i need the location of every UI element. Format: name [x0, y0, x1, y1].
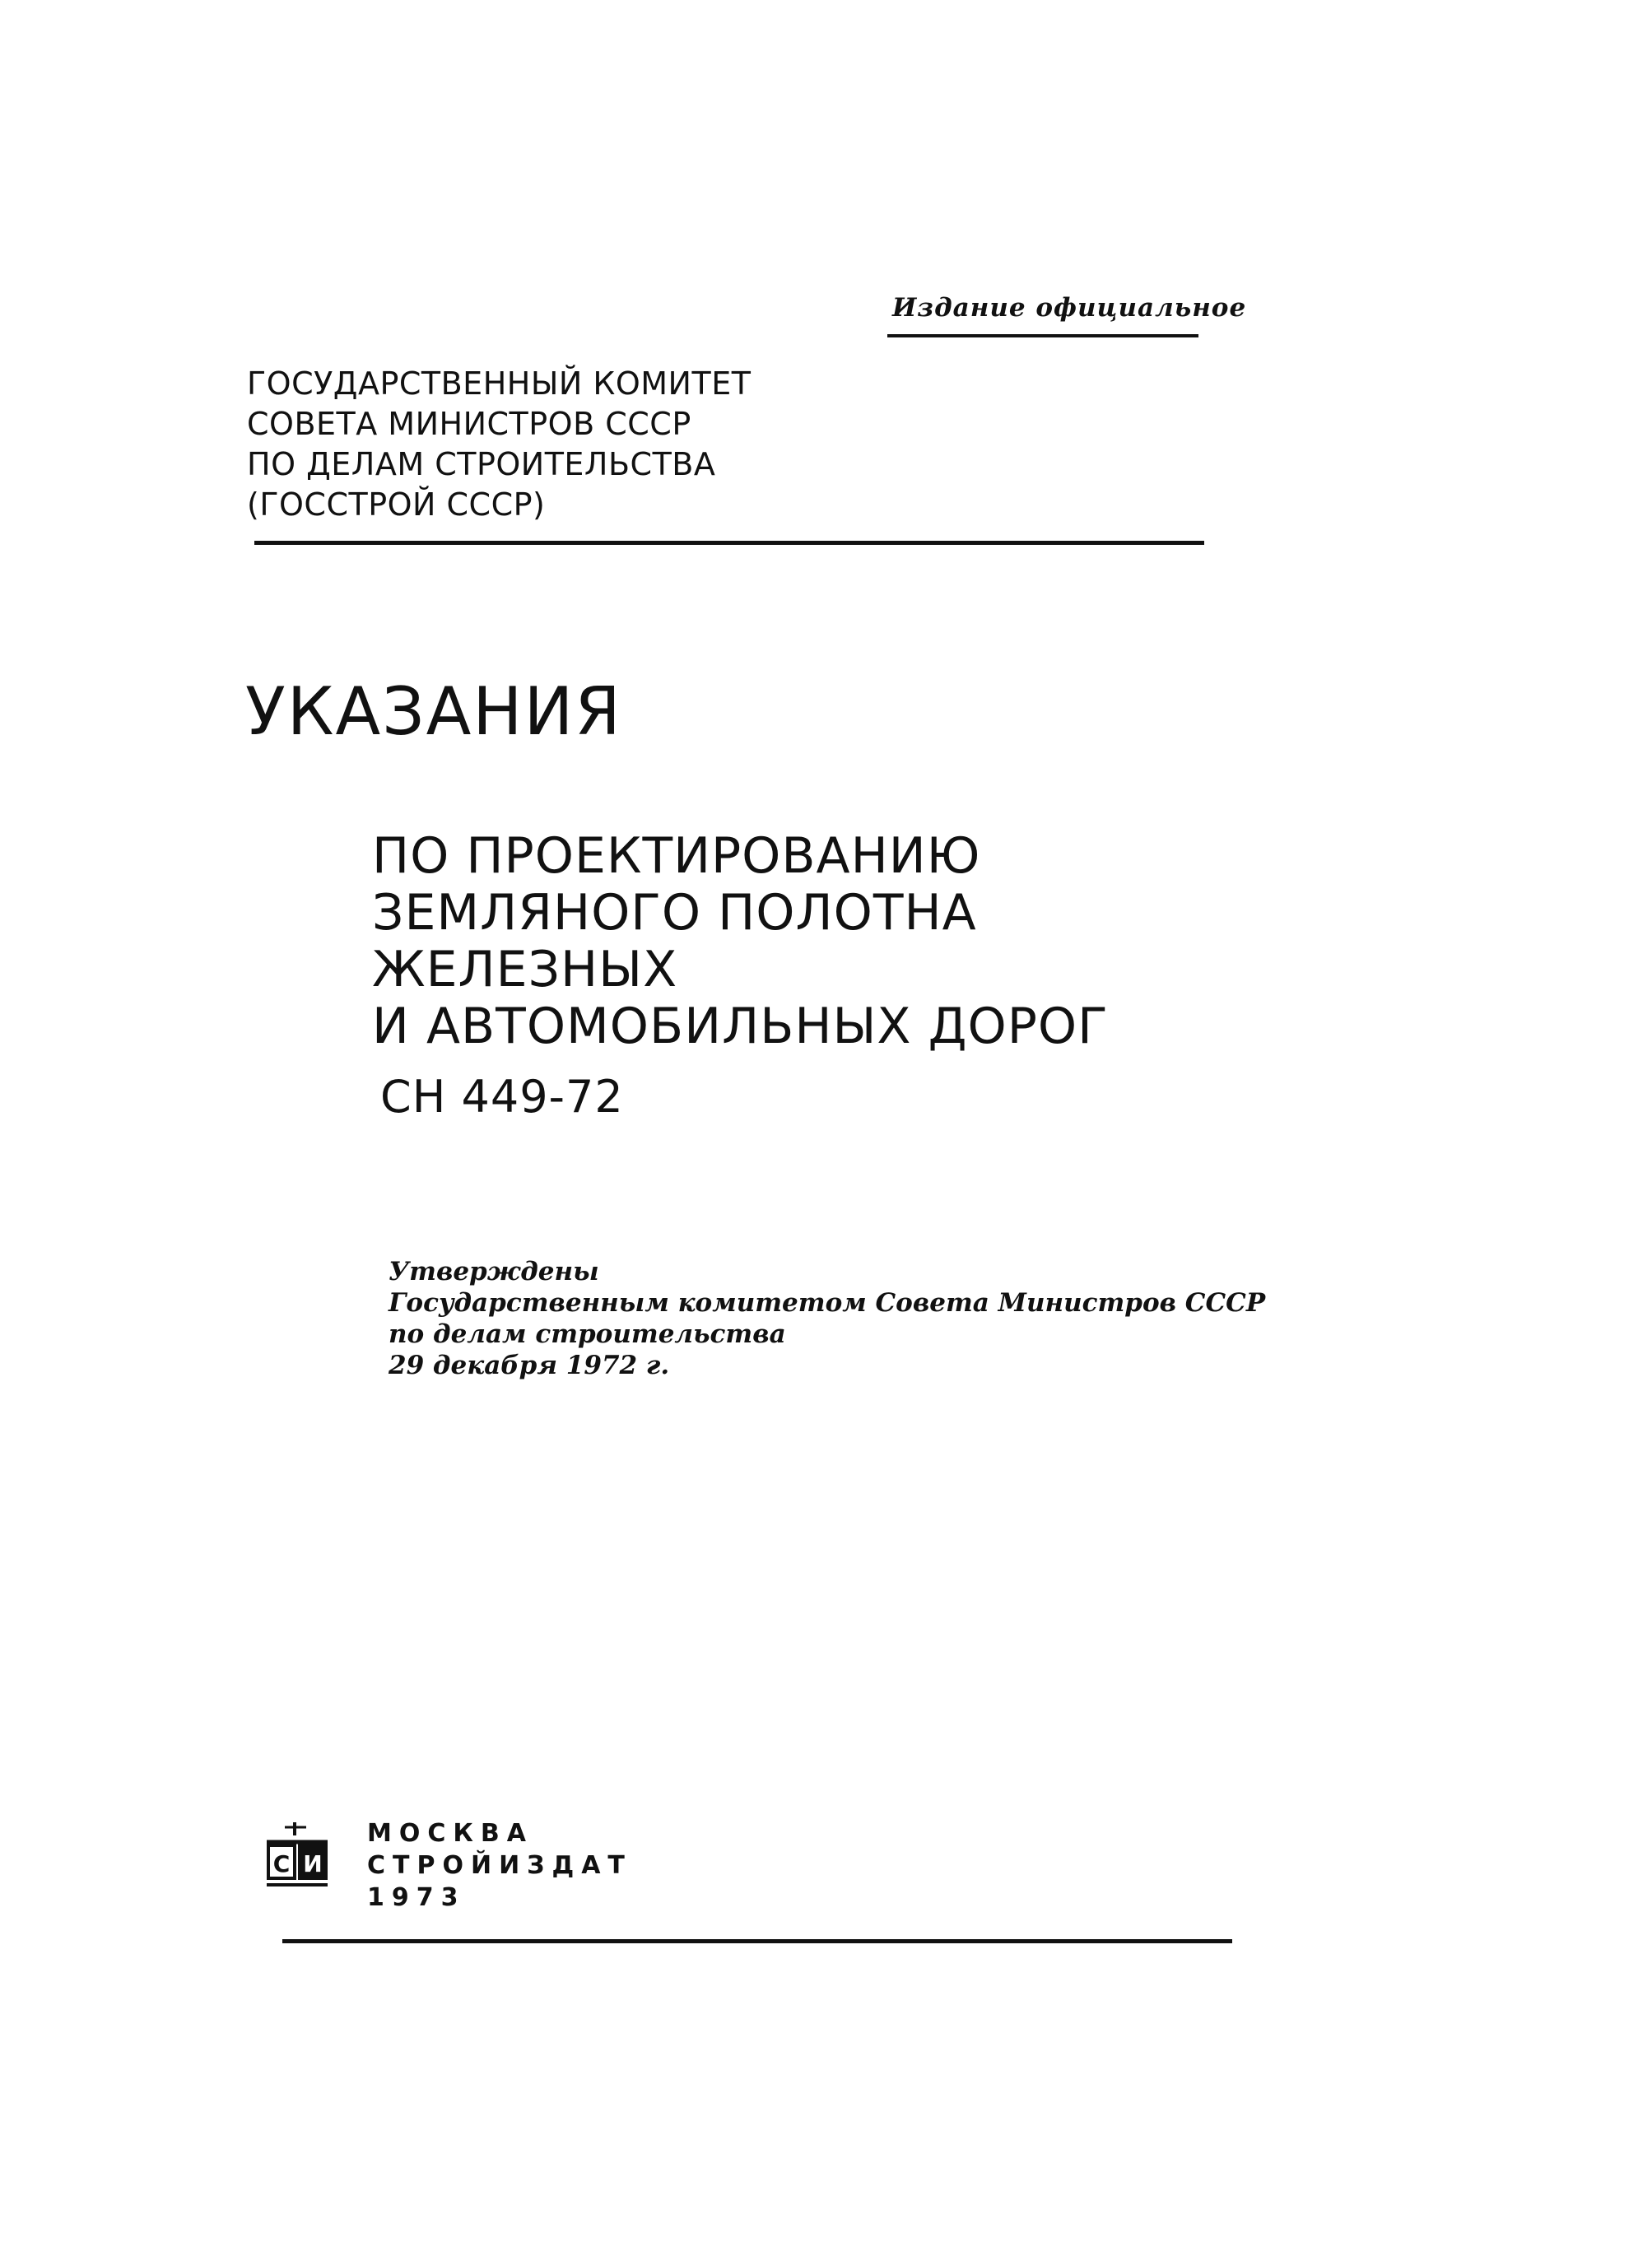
committee-line: ГОСУДАРСТВЕННЫЙ КОМИТЕТ	[247, 365, 752, 402]
official-edition-underline	[887, 334, 1198, 337]
publisher-year: 1973	[367, 1883, 466, 1912]
publisher-city: МОСКВА	[367, 1819, 533, 1848]
approval-block	[389, 1256, 1265, 1381]
document-subtitle	[372, 828, 1109, 1055]
official-edition-label: Издание официальное	[892, 293, 1247, 323]
svg-text:И: И	[303, 1850, 323, 1877]
publisher-block	[367, 1817, 632, 1914]
document-code: СН 449-72	[380, 1071, 624, 1123]
committee-line: (ГОССТРОЙ СССР)	[247, 486, 546, 523]
approval-line: по делам строительства	[389, 1319, 786, 1349]
svg-text:С: С	[272, 1850, 291, 1877]
header-divider	[254, 541, 1204, 545]
approval-line: Утверждены	[389, 1257, 599, 1286]
footer-divider	[282, 1939, 1232, 1943]
approval-line: 29 декабря 1972 г.	[389, 1351, 670, 1380]
subtitle-line: ЖЕЛЕЗНЫХ	[372, 941, 678, 998]
committee-block	[247, 364, 751, 525]
subtitle-line: И АВТОМОБИЛЬНЫХ ДОРОГ	[372, 998, 1109, 1055]
committee-line: СОВЕТА МИНИСТРОВ СССР	[247, 406, 691, 442]
subtitle-line: ЗЕМЛЯНОГО ПОЛОТНА	[372, 884, 977, 942]
committee-line: ПО ДЕЛАМ СТРОИТЕЛЬСТВА	[247, 446, 716, 482]
stroyizdat-logo-icon	[263, 1821, 331, 1891]
publisher-name: СТРОЙИЗДАТ	[367, 1851, 632, 1880]
subtitle-line: ПО ПРОЕКТИРОВАНИЮ	[372, 827, 981, 885]
document-title: УКАЗАНИЯ	[245, 673, 622, 750]
approval-line: Государственным комитетом Совета Министров СССР	[389, 1288, 1266, 1318]
